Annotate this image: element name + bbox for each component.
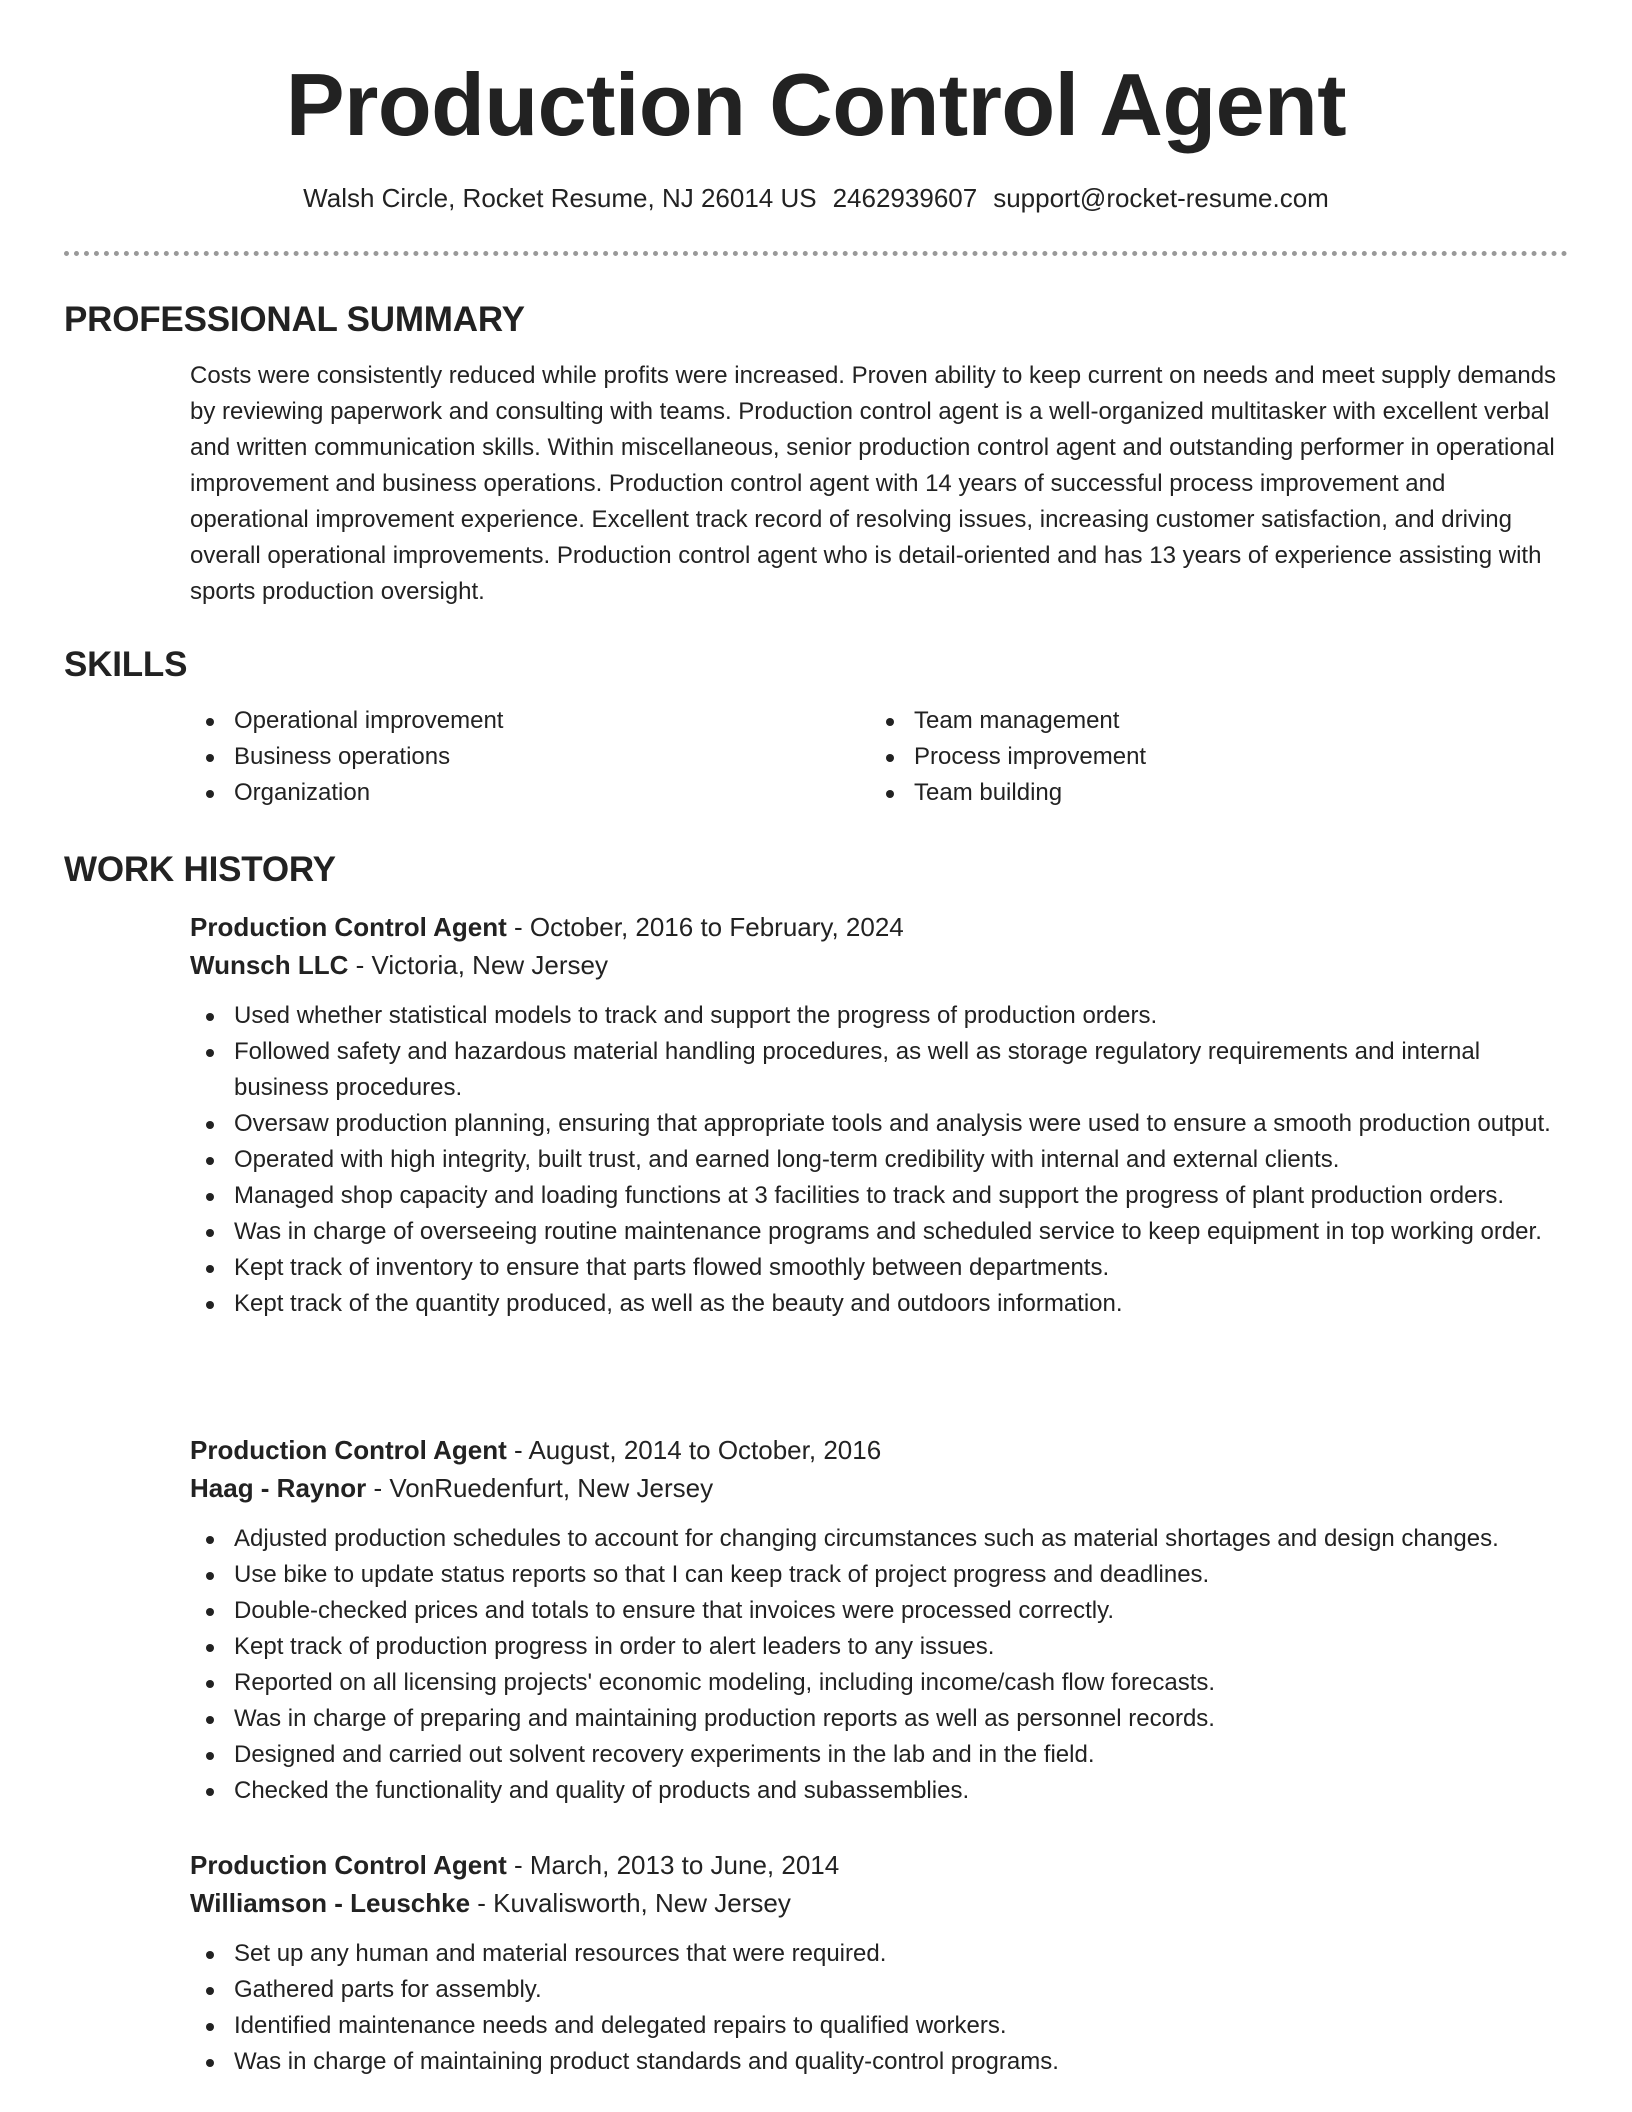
skills-column-right [870,703,1550,811]
job-company: Wunsch LLC [190,950,349,980]
contact-phone: 2462939607 [832,183,978,213]
summary-text: Costs were consistently reduced while profits were increased. Proven ability to keep current on needs and meet supply demands by reviewing paperwork and consulting with teams. Production control agent is a well-organized multitasker with excellent verbal and written communication skills. Within miscellaneous, senior production control agent and outstanding performer in operational improvement and business operations. Production control agent with 14 years of successful process improvement and operational improvement experience. Excellent track record of resolving issues, increasing customer satisfaction, and driving overall operational improvements. Production control agent who is detail-oriented and has 13 years of experience assisting with sports production oversight. [190,362,1557,605]
job-bullet: Gathered parts for assembly. [190,1972,1568,2008]
skill-item: Team management [870,703,1550,739]
skills-section [64,643,1568,823]
job-company-line [190,1884,1568,1922]
summary-title: PROFESSIONAL SUMMARY [64,300,525,339]
skill-item: Organization [190,775,870,811]
skill-item: Operational improvement [190,703,870,739]
job-entry [190,1846,1568,2080]
job-dates: - August, 2014 to October, 2016 [506,1435,882,1465]
job-bullet: Managed shop capacity and loading functions at 3 facilities to track and support the progress of plant production orders. [190,1178,1568,1214]
job-bullet: Followed safety and hazardous material handling procedures, as well as storage regulatory requirements and internal business procedures. [190,1034,1568,1106]
job-bullet: Oversaw production planning, ensuring that appropriate tools and analysis were used to ensure a smooth production output. [190,1106,1568,1142]
contact-line [0,180,1632,216]
job-bullet: Was in charge of overseeing routine maintenance programs and scheduled service to keep equipment in top working order. [190,1214,1568,1250]
job-bullet: Use bike to update status reports so that I can keep track of project progress and deadlines. [190,1557,1568,1593]
job-role: Production Control Agent [190,1850,507,1880]
job-bullet: Used whether statistical models to track and support the progress of production orders. [190,998,1568,1034]
skill-item: Team building [870,775,1550,811]
job-company: Williamson - Leuschke [190,1888,471,1918]
job-company-line [190,946,1568,984]
job-title-line [190,1846,1568,1884]
job-dates: - October, 2016 to February, 2024 [506,912,904,942]
contact-email[interactable]: support@rocket-resume.com [993,183,1329,213]
job-bullet: Checked the functionality and quality of products and subassemblies. [190,1773,1568,1809]
job-role: Production Control Agent [190,912,507,942]
work-history-section [64,848,1568,2112]
job-title-line [190,1431,1568,1469]
skill-item: Process improvement [870,739,1550,775]
job-company: Haag - Raynor [190,1473,367,1503]
job-bullet: Identified maintenance needs and delegated repairs to qualified workers. [190,2008,1568,2044]
header-divider [64,251,1568,256]
job-bullet: Adjusted production schedules to account for changing circumstances such as material shortages and design changes. [190,1521,1568,1557]
job-title-line [190,908,1568,946]
job-company-line [190,1469,1568,1507]
summary-section [64,298,1568,628]
job-bullet: Set up any human and material resources that were required. [190,1936,1568,1972]
job-entry [190,1431,1568,1809]
skill-item: Business operations [190,739,870,775]
skills-column-left [190,703,870,811]
job-dates: - March, 2013 to June, 2014 [506,1850,840,1880]
work-history-title: WORK HISTORY [64,850,336,889]
job-bullet: Was in charge of preparing and maintaining production reports as well as personnel records. [190,1701,1568,1737]
job-location: - Kuvalisworth, New Jersey [470,1888,791,1918]
job-bullet: Kept track of the quantity produced, as well as the beauty and outdoors information. [190,1286,1568,1322]
job-bullet: Designed and carried out solvent recovery experiments in the lab and in the field. [190,1737,1568,1773]
job-bullet: Reported on all licensing projects' economic modeling, including income/cash flow forecasts. [190,1665,1568,1701]
job-bullet: Operated with high integrity, built trust, and earned long-term credibility with internal and external clients. [190,1142,1568,1178]
job-entry [190,908,1568,1322]
job-bullet: Kept track of inventory to ensure that parts flowed smoothly between departments. [190,1250,1568,1286]
resume-name: Production Control Agent [285,55,1347,154]
job-location: - VonRuedenfurt, New Jersey [366,1473,714,1503]
job-location: - Victoria, New Jersey [348,950,608,980]
job-bullet: Kept track of production progress in order to alert leaders to any issues. [190,1629,1568,1665]
job-role: Production Control Agent [190,1435,507,1465]
skills-title: SKILLS [64,645,188,684]
job-bullet: Was in charge of maintaining product standards and quality-control programs. [190,2044,1568,2080]
contact-address: Walsh Circle, Rocket Resume, NJ 26014 US [303,183,817,213]
job-bullet: Double-checked prices and totals to ensure that invoices were processed correctly. [190,1593,1568,1629]
